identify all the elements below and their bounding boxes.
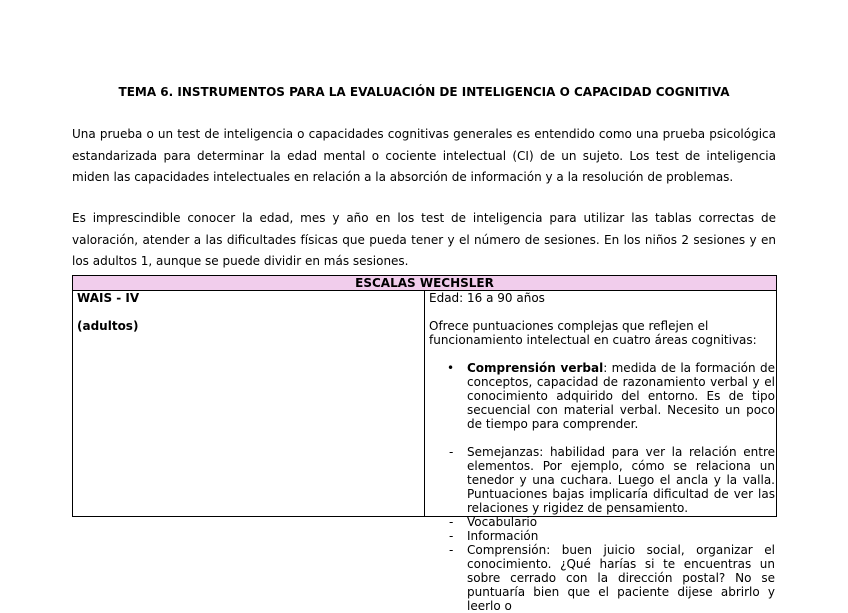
subitem-text: Comprensión: buen juicio social, organizar el conocimiento. ¿Qué harías si te encuentras un sobre cerrado con la dirección postal? No se puntuaría bien que el paciente dijese abrirlo y leerlo o xyxy=(467,543,775,613)
age-range: Edad: 16 a 90 años xyxy=(429,291,545,305)
dash-icon: - xyxy=(449,515,454,529)
list-item xyxy=(429,515,775,529)
bullet-text: : medida de la formación de conceptos, capacidad de razonamiento verbal y el conocimiento adquirido del entorno. Es de tipo secuencial con material verbal. Necesito un poco de tiempo para comprender. xyxy=(467,361,775,431)
list-item xyxy=(429,543,775,613)
table-header-row xyxy=(73,276,777,291)
requirements-paragraph: Es imprescindible conocer la edad, mes y año en los test de inteligencia para utilizar las tablas correctas de valoración, atender a las dificultades físicas que pueda tener y el número de sesiones. En los niños 2 sesiones y en los adultos 1, aunque se puede dividir en más sesiones. xyxy=(72,211,776,268)
test-population: (adultos) xyxy=(77,319,139,333)
list-item xyxy=(429,529,775,543)
test-name: WAIS - IV xyxy=(77,291,140,305)
list-item xyxy=(429,445,775,515)
table-header: ESCALAS WECHSLER xyxy=(73,276,777,291)
subitem-text: Semejanzas: habilidad para ver la relación entre elementos. Por ejemplo, cómo se relaciona un tenedor y una cuchara. Luego el ancla y la valla. Puntuaciones bajas implicaría dificultad de ver las relaciones y rigidez de pensamiento. xyxy=(467,445,775,515)
table-row xyxy=(73,291,777,517)
intro-paragraph: Una prueba o un test de inteligencia o capacidades cognitivas generales es entendido como una prueba psicológica estandarizada para determinar la edad mental o cociente intelectual (CI) de un sujeto. Los test de inteligencia miden las capacidades intelectuales en relación a la absorción de información y a la resolución de problemas. xyxy=(72,127,776,184)
bullet-title: Comprensión verbal xyxy=(467,361,604,375)
list-item xyxy=(429,361,775,431)
subitem-text: Información xyxy=(467,529,539,543)
subitem-text: Vocabulario xyxy=(467,515,538,529)
test-intro: Ofrece puntuaciones complejas que reflejen el funcionamiento intelectual en cuatro áreas cognitivas: xyxy=(429,319,757,347)
document-title: TEMA 6. INSTRUMENTOS PARA LA EVALUACIÓN DE INTELIGENCIA O CAPACIDAD COGNITIVA xyxy=(118,85,730,99)
dash-icon: - xyxy=(449,543,454,557)
test-description-cell xyxy=(425,291,777,613)
dash-icon: - xyxy=(449,529,454,543)
wechsler-table xyxy=(72,275,777,613)
test-name-cell xyxy=(73,291,425,517)
dash-icon: - xyxy=(449,445,454,459)
bullet-icon: • xyxy=(447,361,455,375)
